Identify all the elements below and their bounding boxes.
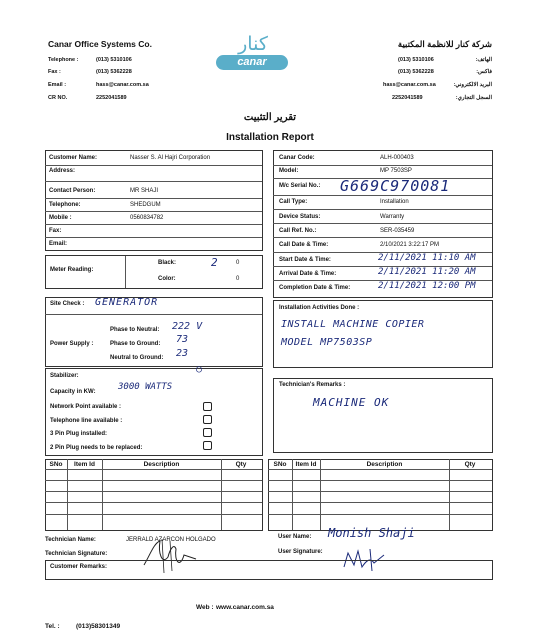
- tech-signature-label: Technician Signature:: [45, 551, 108, 557]
- customer-telephone-label: Telephone:: [49, 202, 81, 208]
- divider: [221, 459, 222, 530]
- divider: [45, 211, 262, 212]
- email-value: hass@canar.com.sa: [96, 82, 149, 88]
- call-ref-label: Call Ref. No.:: [279, 228, 317, 234]
- divider: [102, 459, 103, 530]
- cr-label-ar: السجل التجاري:: [455, 95, 492, 101]
- fax-label-ar: فاكس:: [476, 69, 492, 75]
- divider: [320, 459, 321, 530]
- meter-label: Meter Reading:: [50, 267, 94, 273]
- call-date-label: Call Date & Time:: [279, 242, 329, 248]
- divider: [45, 165, 262, 166]
- telephone-line-checkbox[interactable]: [203, 415, 212, 424]
- tel-label: Telephone :: [48, 57, 79, 63]
- power-supply-label: Power Supply :: [50, 341, 94, 347]
- divider: [273, 280, 492, 281]
- tech-remarks-box: [273, 378, 493, 453]
- call-date-value: 2/10/2021 3:22:17 PM: [380, 242, 440, 248]
- phase-ground-value: 73: [176, 334, 189, 345]
- tech-name-label: Technician Name:: [45, 537, 96, 543]
- arrival-date-value: 2/11/2021 11:20 AM: [378, 267, 476, 277]
- divider: [45, 237, 262, 238]
- cr-label: CR NO.: [48, 95, 68, 101]
- email-value-right: hass@canar.com.sa: [383, 82, 436, 88]
- footer-tel-label: Tel. :: [45, 623, 60, 630]
- divider: [273, 223, 492, 224]
- divider: [268, 514, 492, 515]
- serial-label: M/c Serial No.:: [279, 183, 321, 189]
- divider: [45, 314, 262, 315]
- logo-arabic: كنار: [238, 33, 268, 55]
- serial-value: G669C970081: [340, 177, 451, 195]
- company-name-ar: شركة كنار للانظمة المكتبية: [397, 39, 492, 49]
- model-label: Model:: [279, 168, 299, 174]
- two-pin-label: 2 Pin Plug needs to be replaced:: [50, 445, 143, 451]
- divider: [268, 502, 492, 503]
- divider: [45, 514, 262, 515]
- call-ref-value: SER-035459: [380, 228, 415, 234]
- column-header-qty: Qty: [464, 461, 476, 468]
- call-type-value: Installation: [380, 199, 409, 205]
- customer-name-value: Nasser S. Al Hajri Corporation: [130, 155, 211, 161]
- stabilizer-mark: ○: [196, 364, 203, 375]
- customer-email-label: Email:: [49, 241, 68, 247]
- divider: [45, 198, 262, 199]
- black-value: 0: [236, 260, 240, 266]
- color-value: 0: [236, 276, 240, 282]
- cr-value-right: 2252041589: [392, 95, 423, 101]
- tech-remarks-value: MACHINE OK: [313, 396, 390, 409]
- network-point-label: Network Point available :: [50, 404, 122, 410]
- divider: [273, 165, 492, 166]
- start-date-label: Start Date & Time:: [279, 257, 331, 263]
- divider: [268, 480, 492, 481]
- completion-date-label: Completion Date & Time:: [279, 285, 351, 291]
- device-status-value: Warranty: [380, 214, 405, 220]
- divider: [67, 459, 68, 530]
- user-signature-label: User Signature:: [278, 549, 323, 555]
- logo-english: canar: [216, 55, 288, 70]
- contact-label: Contact Person:: [49, 188, 96, 194]
- column-header-item-id: Item Id: [74, 461, 95, 468]
- mobile-value: 0560834782: [130, 215, 164, 221]
- divider: [45, 224, 262, 225]
- completion-date-value: 2/11/2021 12:00 PM: [378, 281, 476, 291]
- divider: [268, 469, 492, 470]
- tech-name-value: JERRALD AZARCON HOLGADO: [126, 537, 216, 543]
- cr-value: 2252041589: [96, 95, 127, 101]
- fax-value: (013) 5362228: [96, 69, 132, 75]
- three-pin-checkbox[interactable]: [203, 428, 212, 437]
- company-name-en: Canar Office Systems Co.: [48, 39, 152, 49]
- arrival-date-label: Arrival Date & Time:: [279, 271, 337, 277]
- customer-fax-label: Fax:: [49, 228, 62, 234]
- three-pin-label: 3 Pin Plug installed:: [50, 431, 108, 437]
- customer-remarks-label: Customer Remarks:: [50, 564, 108, 570]
- network-point-checkbox[interactable]: [203, 402, 212, 411]
- divider: [273, 237, 492, 238]
- device-status-label: Device Status:: [279, 214, 321, 220]
- tech-remarks-label: Technician's Remarks :: [279, 382, 346, 388]
- web-label: Web :: [196, 604, 214, 611]
- canar-logo: [213, 34, 293, 74]
- column-header-item-id: Item Id: [295, 461, 317, 468]
- column-header-description: Description: [143, 461, 180, 468]
- divider: [273, 195, 492, 196]
- page-title: Installation Report: [226, 132, 314, 143]
- site-check-label: Site Check :: [50, 301, 85, 307]
- customer-name-label: Customer Name:: [49, 155, 98, 161]
- column-header-description: Description: [366, 461, 403, 468]
- canar-code-label: Canar Code:: [279, 155, 315, 161]
- tel-label-ar: الهاتف:: [475, 57, 492, 63]
- tel-value: (013) 5310106: [96, 57, 132, 63]
- two-pin-checkbox[interactable]: [203, 441, 212, 450]
- black-label: Black:: [158, 260, 177, 266]
- divider: [45, 491, 262, 492]
- tel-value-right: (013) 5310106: [398, 57, 434, 63]
- activities-line-1: INSTALL MACHINE COPIER: [281, 319, 425, 330]
- telephone-line-label: Telephone line available :: [50, 418, 123, 424]
- color-label: Color:: [158, 276, 176, 282]
- phase-neutral-label: Phase to Neutral:: [110, 327, 160, 333]
- divider: [273, 266, 492, 267]
- stabilizer-label: Stabilizer:: [50, 373, 79, 379]
- activities-line-2: MODEL MP7503SP: [281, 337, 373, 348]
- address-label: Address:: [49, 168, 76, 174]
- web-link[interactable]: www.canar.com.sa: [216, 604, 274, 611]
- divider: [45, 480, 262, 481]
- call-type-label: Call Type:: [279, 199, 308, 205]
- column-header-qty: Qty: [235, 461, 247, 468]
- email-label: Email :: [48, 82, 67, 88]
- divider: [292, 459, 293, 530]
- column-header-sno: SNo: [273, 461, 287, 468]
- customer-remarks-box: [45, 560, 493, 580]
- divider: [273, 209, 492, 210]
- divider: [273, 178, 492, 179]
- customer-telephone-value: SHEDGUM: [130, 202, 161, 208]
- phase-neutral-value: 222 V: [172, 321, 203, 332]
- divider: [125, 256, 126, 288]
- neutral-ground-label: Neutral to Ground:: [110, 355, 164, 361]
- activities-label: Installation Activities Done :: [279, 305, 360, 311]
- divider: [45, 181, 262, 182]
- site-check-value: GENERATOR: [95, 297, 159, 308]
- capacity-label: Capacity in KW:: [50, 389, 96, 395]
- canar-code-value: ALH-000403: [380, 155, 414, 161]
- divider: [268, 491, 492, 492]
- divider: [45, 502, 262, 503]
- neutral-ground-value: 23: [176, 348, 189, 359]
- user-name-label: User Name:: [278, 534, 312, 540]
- email-label-ar: البريد الالكتروني:: [453, 82, 492, 88]
- divider: [45, 469, 262, 470]
- title-ar: تقرير التثبيت: [243, 112, 297, 123]
- fax-value-right: (013) 5362228: [398, 69, 434, 75]
- column-header-sno: SNo: [49, 461, 63, 468]
- black-mark: 2: [211, 256, 218, 269]
- footer-tel-value: (013)58301349: [76, 623, 121, 630]
- fax-label: Fax :: [48, 69, 61, 75]
- capacity-value: 3000 WATTS: [118, 382, 173, 392]
- mobile-label: Mobile :: [49, 215, 72, 221]
- divider: [449, 459, 450, 530]
- phase-ground-label: Phase to Ground:: [110, 341, 161, 347]
- contact-value: MR SHAJI: [130, 188, 159, 194]
- start-date-value: 2/11/2021 11:10 AM: [378, 253, 476, 263]
- user-name-value: Monish Shaji: [328, 526, 415, 540]
- model-value: MP 7503SP: [380, 168, 412, 174]
- divider: [273, 252, 492, 253]
